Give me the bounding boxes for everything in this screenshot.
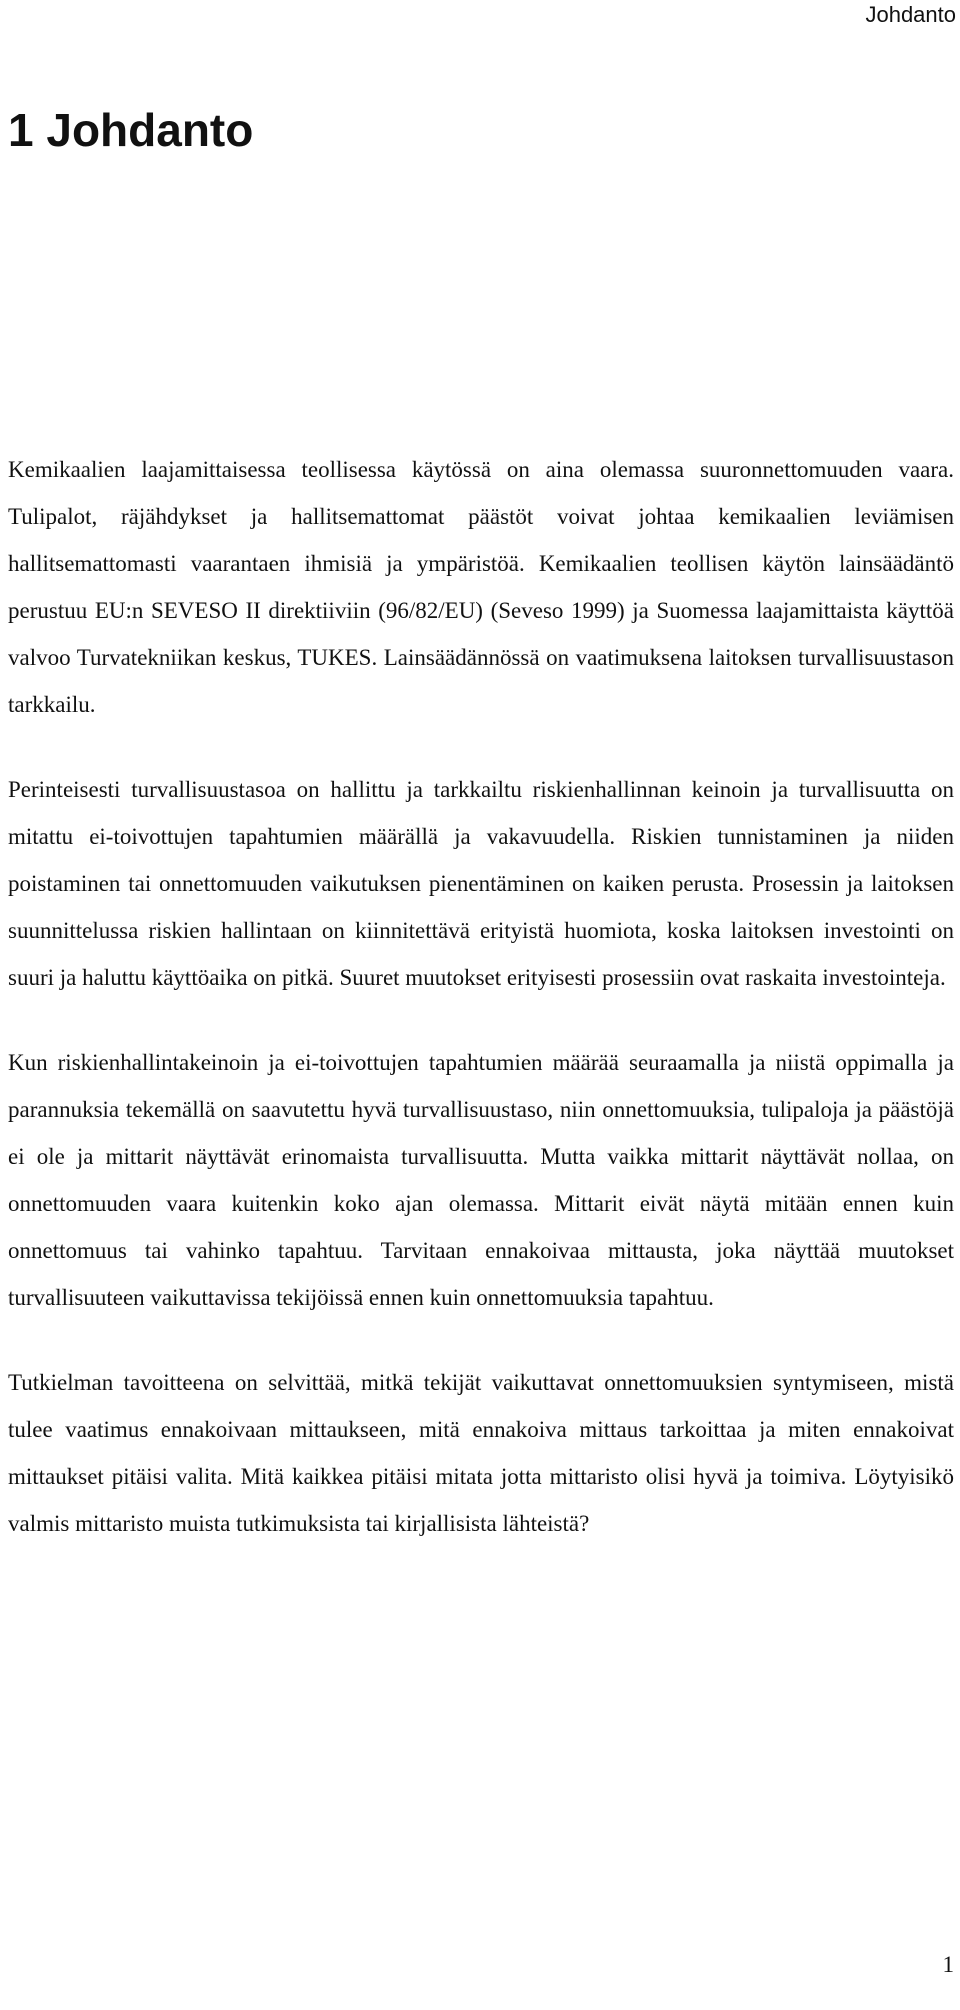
page-number: 1 [942, 1952, 954, 1977]
chapter-title: 1 Johdanto [8, 104, 254, 156]
paragraph-2: Perinteisesti turvallisuustasoa on hallittu ja tarkkailtu riskienhallinnan keinoin ja turvallisuutta on mitattu ei-toivottujen tapahtumien määrällä ja vakavuudella. Riskien tunnistaminen ja niiden poistaminen tai onnettomuuden vaikutuksen pienentäminen on kaiken perusta. Prosessin ja laitoksen suunnittelussa riskien hallintaan on kiinnitettävä erityistä huomiota, koska laitoksen investointi on suuri ja haluttu käyttöaika on pitkä. Suuret muutokset erityisesti prosessiin ovat raskaita investointeja. [8, 777, 954, 990]
paragraph-4: Tutkielman tavoitteena on selvittää, mitkä tekijät vaikuttavat onnettomuuksien syntymiseen, mistä tulee vaatimus ennakoivaan mittaukseen, mitä ennakoiva mittaus tarkoittaa ja miten ennakoivat mittaukset pitäisi valita. Mitä kaikkea pitäisi mitata jotta mittaristo olisi hyvä ja toimiva. Löytyisikö valmis mittaristo muista tutkimuksista tai kirjallisista lähteistä? [8, 1370, 954, 1536]
running-header: Johdanto [865, 2, 956, 27]
paragraph-1: Kemikaalien laajamittaisessa teollisessa käytössä on aina olemassa suuronnettomuuden vaara. Tulipalot, räjähdykset ja hallitsemattomat päästöt voivat johtaa kemikaalien leviämisen hallitsemattomasti vaarantaen ihmisiä ja ympäristöä. Kemikaalien teollisen käytön lainsäädäntö perustuu EU:n SEVESO II direktiiviin (96/82/EU) (Seveso 1999) ja Suomessa laajamittaista käyttöä valvoo Turvatekniikan keskus, TUKES. Lainsäädännössä on vaatimuksena laitoksen turvallisuustason tarkkailu. [8, 457, 954, 717]
body-text [8, 446, 954, 1585]
paragraph-3: Kun riskienhallintakeinoin ja ei-toivottujen tapahtumien määrää seuraamalla ja niistä oppimalla ja parannuksia tekemällä on saavutettu hyvä turvallisuustaso, niin onnettomuuksia, tulipaloja ja päästöjä ei ole ja mittarit näyttävät erinomaista turvallisuutta. Mutta vaikka mittarit näyttävät nollaa, on onnettomuuden vaara kuitenkin koko ajan olemassa. Mittarit eivät näytä mitään ennen kuin onnettomuus tai vahinko tapahtuu. Tarvitaan ennakoivaa mittausta, joka näyttää muutokset turvallisuuteen vaikuttavissa tekijöissä ennen kuin onnettomuuksia tapahtuu. [8, 1050, 954, 1310]
